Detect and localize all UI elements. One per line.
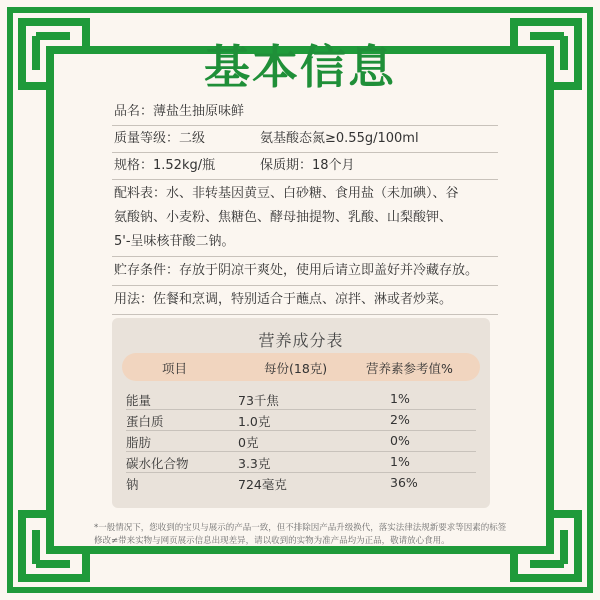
specification: 规格：1.52kg/瓶 bbox=[114, 158, 216, 173]
page-title: 基本信息 bbox=[204, 40, 396, 94]
ingredients-line-2: 氨酸钠、小麦粉、焦糖色、酵母抽提物、乳酸、山梨酸钾、 bbox=[114, 210, 453, 225]
nutrient-amount: 724毫克 bbox=[238, 477, 287, 492]
nutrition-row bbox=[126, 472, 476, 493]
usage: 用法：佐餐和烹调，特别适合于蘸点、凉拌、淋或者炒菜。 bbox=[114, 292, 453, 307]
nutrition-row bbox=[126, 451, 476, 473]
nutrient-name: 能量 bbox=[126, 393, 152, 408]
nutrient-nrv: 36% bbox=[390, 475, 418, 490]
spec-row bbox=[112, 153, 498, 180]
header-per-serving: 每份(18克) bbox=[264, 361, 328, 376]
ingredients-line-1: 配料表：水、非转基因黄豆、白砂糖、食用盐（未加碘）、谷 bbox=[114, 186, 459, 201]
amino-nitrogen: 氨基酸态氮≥0.55g/100ml bbox=[260, 131, 419, 146]
nutrient-amount: 73千焦 bbox=[238, 393, 279, 408]
storage-row bbox=[112, 257, 498, 286]
header-item: 项目 bbox=[162, 361, 188, 376]
nutrition-title: 营养成分表 bbox=[258, 331, 344, 350]
nutrition-row bbox=[126, 388, 476, 410]
ingredients-line-3: 5'-呈味核苷酸二钠。 bbox=[114, 234, 235, 249]
nutrient-nrv: 0% bbox=[390, 433, 410, 448]
nutrient-name: 蛋白质 bbox=[126, 414, 164, 429]
shelf-life: 保质期：18个月 bbox=[260, 158, 355, 173]
nutrient-amount: 0克 bbox=[238, 435, 259, 450]
nutrient-nrv: 2% bbox=[390, 412, 410, 427]
nutrient-name: 脂肪 bbox=[126, 435, 152, 450]
ingredients-row bbox=[112, 180, 498, 257]
storage-conditions: 贮存条件：存放于阴凉干爽处，使用后请立即盖好并冷藏存放。 bbox=[114, 263, 479, 278]
nutrition-row bbox=[126, 409, 476, 431]
nutrition-header bbox=[122, 353, 480, 381]
nutrient-nrv: 1% bbox=[390, 391, 410, 406]
nutrition-row bbox=[126, 430, 476, 452]
nutrient-name: 碳水化合物 bbox=[126, 456, 189, 471]
nutrient-nrv: 1% bbox=[390, 454, 410, 469]
grade-row bbox=[112, 126, 498, 153]
product-name-row bbox=[112, 99, 498, 126]
nutrition-table bbox=[112, 318, 490, 508]
nutrient-name: 钠 bbox=[126, 477, 139, 492]
quality-grade: 质量等级：二级 bbox=[114, 131, 206, 146]
product-info-panel bbox=[112, 99, 498, 315]
disclaimer-footnote: *一般情况下，您收到的宝贝与展示的产品一致，但不排除因产品升级换代，落实法律法规新要求等因素的标签修改≠带来实物与网页展示信息出现差异，请以收到的实物为准产品均为正品，敬请放心食用。 bbox=[94, 523, 507, 546]
nutrient-amount: 1.0克 bbox=[238, 414, 271, 429]
usage-row bbox=[112, 286, 498, 315]
nutrient-amount: 3.3克 bbox=[238, 456, 271, 471]
product-name: 品名：薄盐生抽原味鲜 bbox=[114, 104, 245, 119]
header-nrv: 营养素参考值% bbox=[366, 361, 453, 376]
